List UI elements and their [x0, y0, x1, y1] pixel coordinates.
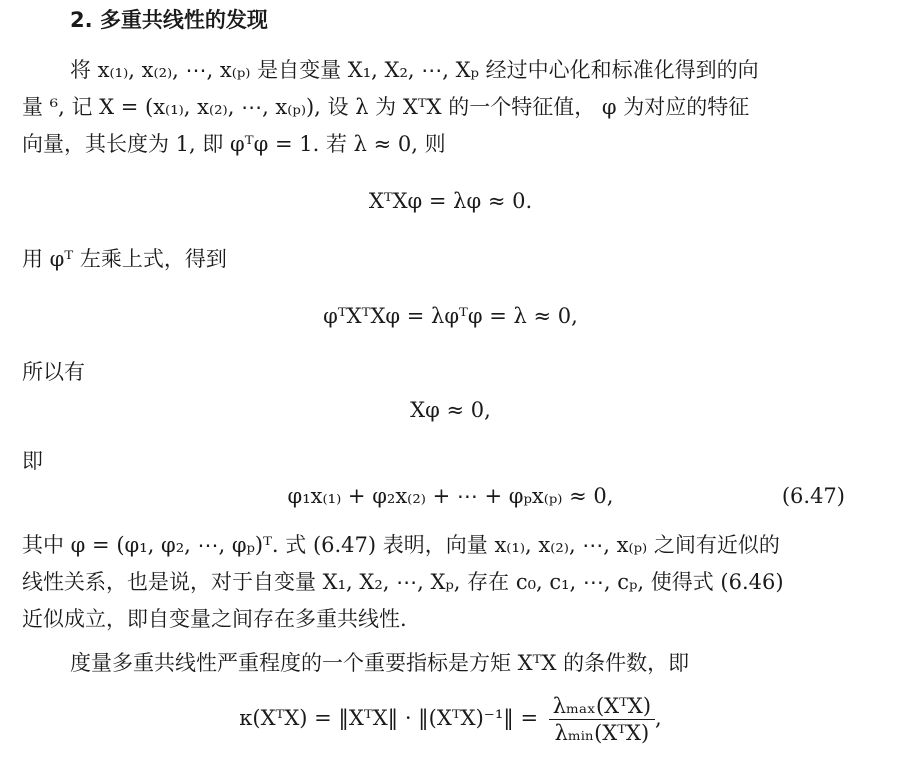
paragraph-line: 用 φᵀ 左乘上式，得到 — [22, 247, 227, 271]
equation-display: Xφ ≈ 0, — [410, 398, 491, 422]
paragraph-line: 量 ⁶, 记 X = (x₍₁₎, x₍₂₎, ⋯, x₍ₚ₎), 设 λ 为 XᵀX 的一个特征值， φ 为对应的特征 — [22, 95, 750, 119]
equation-display: XᵀXφ = λφ ≈ 0. — [368, 189, 533, 213]
fraction-numerator: λₘₐₓ(XᵀX) — [549, 693, 655, 720]
equation-left: κ(XᵀX) = ‖XᵀX‖ · ‖(XᵀX)⁻¹‖ = — [239, 706, 539, 730]
equation-display: φᵀXᵀXφ = λφᵀφ = λ ≈ 0, — [323, 304, 578, 328]
paragraph-line: 将 x₍₁₎, x₍₂₎, ⋯, x₍ₚ₎ 是自变量 X₁, X₂, ⋯, Xₚ 经过中心化和标准化得到的向 — [70, 58, 759, 82]
paragraph-line: 所以有 — [22, 360, 85, 384]
section-heading: 2. 多重共线性的发现 — [70, 8, 268, 32]
equation-number: (6.47) — [781, 484, 845, 508]
fraction — [549, 693, 655, 746]
equation-display: φ₁x₍₁₎ + φ₂x₍₂₎ + ⋯ + φₚx₍ₚ₎ ≈ 0, — [287, 484, 614, 508]
equation-display — [0, 693, 901, 746]
paragraph-line: 线性关系，也是说，对于自变量 X₁, X₂, ⋯, Xₚ, 存在 c₀, c₁, ⋯, cₚ, 使得式 (6.46) — [22, 570, 784, 594]
paragraph-line: 近似成立，即自变量之间存在多重共线性. — [22, 607, 407, 631]
paragraph-line: 度量多重共线性严重程度的一个重要指标是方矩 XᵀX 的条件数，即 — [70, 651, 690, 675]
fraction-denominator: λₘᵢₙ(XᵀX) — [554, 721, 650, 745]
paragraph-line: 其中 φ = (φ₁, φ₂, ⋯, φₚ)ᵀ. 式 (6.47) 表明，向量 x₍₁₎, x₍₂₎, ⋯, x₍ₚ₎ 之间有近似的 — [22, 533, 780, 557]
paragraph-line: 向量，其长度为 1, 即 φᵀφ = 1. 若 λ ≈ 0, 则 — [22, 132, 446, 156]
paragraph-line: 即 — [22, 449, 43, 473]
equation-tail: , — [655, 706, 662, 730]
